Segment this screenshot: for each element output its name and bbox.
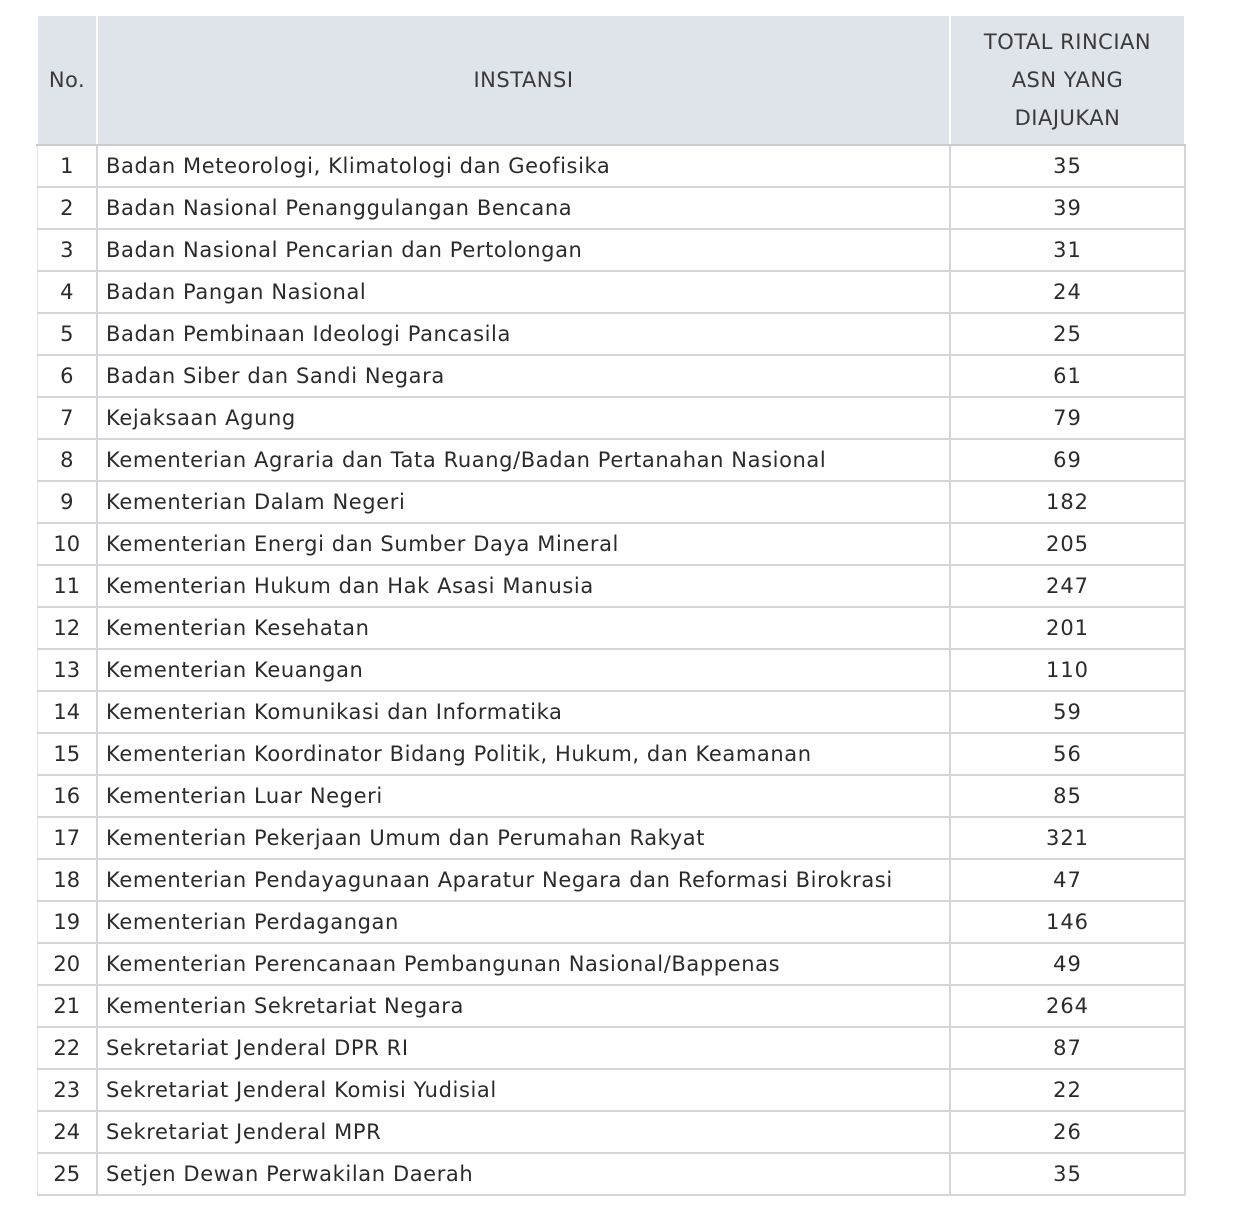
row-total: 49 xyxy=(950,943,1185,985)
header-row xyxy=(37,15,1185,145)
table-row xyxy=(37,523,1185,565)
asn-proposal-table xyxy=(36,14,1186,1196)
row-instansi: Badan Meteorologi, Klimatologi dan Geofisika xyxy=(97,145,950,187)
row-instansi: Sekretariat Jenderal MPR xyxy=(97,1111,950,1153)
row-number: 4 xyxy=(37,271,97,313)
row-number: 21 xyxy=(37,985,97,1027)
header-total xyxy=(950,15,1185,145)
row-total: 35 xyxy=(950,145,1185,187)
row-total: 24 xyxy=(950,271,1185,313)
row-total: 205 xyxy=(950,523,1185,565)
row-instansi: Kementerian Perencanaan Pembangunan Nasional/Bappenas xyxy=(97,943,950,985)
asn-table-container xyxy=(36,14,1184,1196)
row-instansi: Setjen Dewan Perwakilan Daerah xyxy=(97,1153,950,1195)
table-row xyxy=(37,187,1185,229)
row-instansi: Kementerian Perdagangan xyxy=(97,901,950,943)
row-instansi: Sekretariat Jenderal Komisi Yudisial xyxy=(97,1069,950,1111)
row-instansi: Kementerian Sekretariat Negara xyxy=(97,985,950,1027)
table-row xyxy=(37,1027,1185,1069)
row-total: 47 xyxy=(950,859,1185,901)
row-instansi: Kementerian Kesehatan xyxy=(97,607,950,649)
row-instansi: Kementerian Keuangan xyxy=(97,649,950,691)
row-number: 9 xyxy=(37,481,97,523)
table-row xyxy=(37,397,1185,439)
row-number: 11 xyxy=(37,565,97,607)
row-instansi: Kementerian Komunikasi dan Informatika xyxy=(97,691,950,733)
row-total: 31 xyxy=(950,229,1185,271)
row-total: 39 xyxy=(950,187,1185,229)
row-instansi: Badan Pangan Nasional xyxy=(97,271,950,313)
table-row xyxy=(37,313,1185,355)
row-total: 22 xyxy=(950,1069,1185,1111)
table-row xyxy=(37,775,1185,817)
row-number: 12 xyxy=(37,607,97,649)
table-row xyxy=(37,859,1185,901)
row-total: 146 xyxy=(950,901,1185,943)
row-number: 22 xyxy=(37,1027,97,1069)
row-number: 2 xyxy=(37,187,97,229)
row-instansi: Sekretariat Jenderal DPR RI xyxy=(97,1027,950,1069)
header-total-line3: DIAJUKAN xyxy=(1014,106,1121,130)
table-row xyxy=(37,691,1185,733)
row-number: 15 xyxy=(37,733,97,775)
table-row xyxy=(37,145,1185,187)
row-total: 26 xyxy=(950,1111,1185,1153)
row-total: 35 xyxy=(950,1153,1185,1195)
table-row xyxy=(37,481,1185,523)
table-row xyxy=(37,229,1185,271)
row-instansi: Kementerian Pekerjaan Umum dan Perumahan Rakyat xyxy=(97,817,950,859)
table-row xyxy=(37,733,1185,775)
table-row xyxy=(37,1153,1185,1195)
table-header xyxy=(37,15,1185,145)
row-number: 8 xyxy=(37,439,97,481)
row-instansi: Kementerian Hukum dan Hak Asasi Manusia xyxy=(97,565,950,607)
row-total: 56 xyxy=(950,733,1185,775)
table-row xyxy=(37,607,1185,649)
table-row xyxy=(37,985,1185,1027)
table-row xyxy=(37,1111,1185,1153)
row-number: 1 xyxy=(37,145,97,187)
row-total: 79 xyxy=(950,397,1185,439)
row-number: 25 xyxy=(37,1153,97,1195)
row-number: 16 xyxy=(37,775,97,817)
row-total: 25 xyxy=(950,313,1185,355)
row-number: 20 xyxy=(37,943,97,985)
row-number: 7 xyxy=(37,397,97,439)
row-number: 10 xyxy=(37,523,97,565)
row-instansi: Kementerian Dalam Negeri xyxy=(97,481,950,523)
table-row xyxy=(37,565,1185,607)
table-body xyxy=(37,145,1185,1195)
row-instansi: Badan Siber dan Sandi Negara xyxy=(97,355,950,397)
header-total-line2: ASN YANG xyxy=(1011,68,1124,92)
row-instansi: Kejaksaan Agung xyxy=(97,397,950,439)
row-total: 87 xyxy=(950,1027,1185,1069)
row-number: 24 xyxy=(37,1111,97,1153)
table-row xyxy=(37,439,1185,481)
row-total: 85 xyxy=(950,775,1185,817)
table-row xyxy=(37,271,1185,313)
table-row xyxy=(37,649,1185,691)
row-total: 110 xyxy=(950,649,1185,691)
row-total: 247 xyxy=(950,565,1185,607)
row-number: 13 xyxy=(37,649,97,691)
row-total: 182 xyxy=(950,481,1185,523)
row-total: 69 xyxy=(950,439,1185,481)
row-number: 3 xyxy=(37,229,97,271)
row-total: 321 xyxy=(950,817,1185,859)
row-number: 17 xyxy=(37,817,97,859)
row-number: 6 xyxy=(37,355,97,397)
row-total: 201 xyxy=(950,607,1185,649)
table-row xyxy=(37,1069,1185,1111)
table-row xyxy=(37,817,1185,859)
table-row xyxy=(37,943,1185,985)
row-total: 59 xyxy=(950,691,1185,733)
row-instansi: Kementerian Energi dan Sumber Daya Mineral xyxy=(97,523,950,565)
row-total: 61 xyxy=(950,355,1185,397)
row-instansi: Kementerian Luar Negeri xyxy=(97,775,950,817)
row-instansi: Badan Pembinaan Ideologi Pancasila xyxy=(97,313,950,355)
header-no: No. xyxy=(37,15,97,145)
table-row xyxy=(37,355,1185,397)
row-number: 5 xyxy=(37,313,97,355)
table-row xyxy=(37,901,1185,943)
row-total: 264 xyxy=(950,985,1185,1027)
row-instansi: Kementerian Pendayagunaan Aparatur Negara dan Reformasi Birokrasi xyxy=(97,859,950,901)
row-instansi: Kementerian Agraria dan Tata Ruang/Badan Pertanahan Nasional xyxy=(97,439,950,481)
header-instansi: INSTANSI xyxy=(97,15,950,145)
row-instansi: Badan Nasional Penanggulangan Bencana xyxy=(97,187,950,229)
row-number: 23 xyxy=(37,1069,97,1111)
header-total-line1: TOTAL RINCIAN xyxy=(983,30,1152,54)
row-instansi: Kementerian Koordinator Bidang Politik, Hukum, dan Keamanan xyxy=(97,733,950,775)
row-instansi: Badan Nasional Pencarian dan Pertolongan xyxy=(97,229,950,271)
row-number: 18 xyxy=(37,859,97,901)
row-number: 14 xyxy=(37,691,97,733)
row-number: 19 xyxy=(37,901,97,943)
